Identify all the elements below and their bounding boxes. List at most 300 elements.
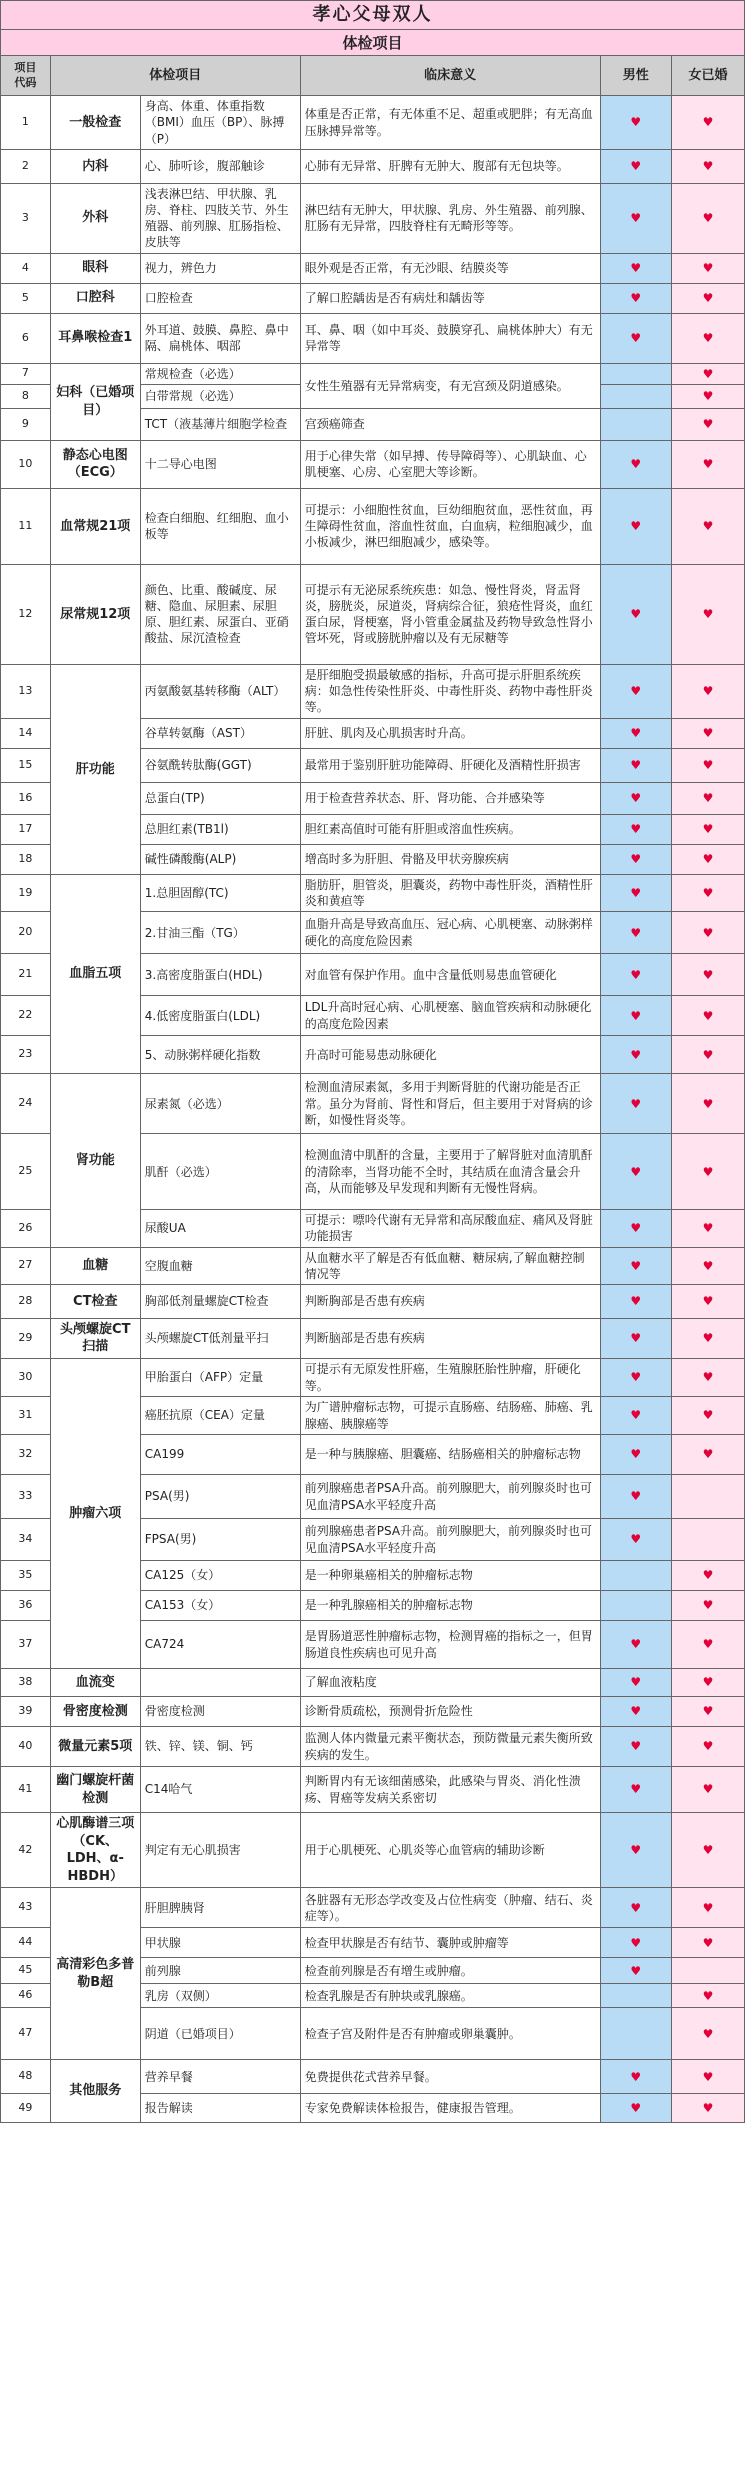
row-code: 36 (1, 1591, 51, 1621)
row-item: 心、肺听诊，腹部触诊 (140, 149, 300, 183)
female-marker-cell (671, 1727, 744, 1767)
heart-icon: ♥ (630, 1739, 642, 1754)
row-category: 幽门螺旋杆菌检测 (50, 1767, 140, 1813)
row-category: 眼科 (50, 253, 140, 283)
heart-icon: ♥ (630, 684, 642, 699)
row-significance: 可提示：小细胞性贫血，巨幼细胞贫血，恶性贫血，再生障碍性贫血，溶血性贫血，白血病，粒细胞减少，血小板减少，淋巴细胞减少，感染等。 (300, 488, 600, 564)
row-item (140, 1669, 300, 1697)
heart-icon: ♥ (630, 726, 642, 741)
female-marker-cell (671, 96, 744, 150)
male-marker-cell (600, 253, 671, 283)
row-item: 阴道（已婚项目） (140, 2008, 300, 2060)
row-significance: 为广谱肿瘤标志物，可提示直肠癌、结肠癌、肺癌、乳腺癌、胰腺癌等 (300, 1397, 600, 1435)
female-marker-cell (671, 2094, 744, 2123)
row-item: 总蛋白(TP) (140, 782, 300, 814)
row-significance: 检查前列腺是否有增生或肿瘤。 (300, 1958, 600, 1984)
row-significance: 了解口腔龋齿是否有病灶和龋齿等 (300, 283, 600, 313)
female-marker-cell (671, 1435, 744, 1475)
row-code: 46 (1, 1984, 51, 2008)
male-marker-cell (600, 2094, 671, 2123)
row-item: 报告解读 (140, 2094, 300, 2123)
male-marker-cell (600, 1984, 671, 2008)
male-marker-cell (600, 1591, 671, 1621)
male-marker-cell (600, 1359, 671, 1397)
row-category: 耳鼻喉检查1 (50, 313, 140, 363)
row-item: PSA(男) (140, 1475, 300, 1519)
row-significance: 血脂升高是导致高血压、冠心病、心肌梗塞、动脉粥样硬化的高度危险因素 (300, 912, 600, 954)
row-item: 颜色、比重、酸碱度、尿糖、隐血、尿胆素、尿胆原、胆红素、尿蛋白、亚硝酸盐、尿沉渣检查 (140, 564, 300, 664)
heart-icon: ♥ (702, 331, 714, 346)
male-marker-cell (600, 1561, 671, 1591)
female-marker-cell (671, 1134, 744, 1210)
row-code: 7 (1, 363, 51, 384)
table-row (1, 1669, 745, 1697)
row-item: FPSA(男) (140, 1519, 300, 1561)
table-row (1, 1247, 745, 1284)
table-row (1, 1318, 745, 1358)
heart-icon: ♥ (630, 1782, 642, 1797)
table-row (1, 253, 745, 283)
row-item: CA724 (140, 1621, 300, 1669)
row-item: 5、动脉粥样硬化指数 (140, 1036, 300, 1074)
row-significance: 用于检查营养状态、肝、肾功能、合并感染等 (300, 782, 600, 814)
row-significance: 用于心律失常（如早搏、传导障碍等）、心肌缺血、心肌梗塞、心房、心室肥大等诊断。 (300, 440, 600, 488)
row-code: 3 (1, 183, 51, 253)
row-code: 1 (1, 96, 51, 150)
male-marker-cell (600, 1928, 671, 1958)
heart-icon: ♥ (702, 1704, 714, 1719)
row-category: 静态心电图（ECG） (50, 440, 140, 488)
male-marker-cell (600, 183, 671, 253)
row-item: 前列腺 (140, 1958, 300, 1984)
male-marker-cell (600, 782, 671, 814)
row-code: 24 (1, 1074, 51, 1134)
row-significance: 用于心肌梗死、心肌炎等心血管病的辅助诊断 (300, 1813, 600, 1888)
heart-icon: ♥ (630, 211, 642, 226)
heart-icon: ♥ (630, 822, 642, 837)
male-marker-cell (600, 1036, 671, 1074)
heart-icon: ♥ (630, 1675, 642, 1690)
row-significance: 检查子宫及附件是否有肿瘤或卵巢囊肿。 (300, 2008, 600, 2060)
row-item: 尿酸UA (140, 1210, 300, 1247)
heart-icon: ♥ (702, 1568, 714, 1583)
row-item: 浅表淋巴结、甲状腺、乳房、脊柱、四肢关节、外生殖器、前列腺、肛肠指检、皮肤等 (140, 183, 300, 253)
row-item: 营养早餐 (140, 2060, 300, 2094)
male-marker-cell (600, 1888, 671, 1928)
heart-icon: ♥ (702, 1221, 714, 1236)
male-marker-cell (600, 1727, 671, 1767)
row-code: 13 (1, 664, 51, 718)
male-marker-cell (600, 149, 671, 183)
male-marker-cell (600, 664, 671, 718)
table-row (1, 283, 745, 313)
row-significance: 淋巴结有无肿大，甲状腺、乳房、外生殖器、前列腺、肛肠有无异常，四肢脊柱有无畸形等等。 (300, 183, 600, 253)
male-marker-cell (600, 2060, 671, 2094)
heart-icon: ♥ (630, 1532, 642, 1547)
heart-icon: ♥ (702, 1258, 714, 1273)
row-code: 28 (1, 1284, 51, 1318)
row-significance: 判断胸部是否患有疾病 (300, 1284, 600, 1318)
row-code: 32 (1, 1435, 51, 1475)
row-category: 其他服务 (50, 2060, 140, 2123)
female-marker-cell (671, 1888, 744, 1928)
heart-icon: ♥ (702, 2069, 714, 2084)
heart-icon: ♥ (702, 1598, 714, 1613)
table-row (1, 664, 745, 718)
row-category: 高清彩色多普勒B超 (50, 1888, 140, 2060)
title-row (1, 1, 745, 30)
row-code: 48 (1, 2060, 51, 2094)
male-marker-cell (600, 912, 671, 954)
row-item: 甲胎蛋白（AFP）定量 (140, 1359, 300, 1397)
female-marker-cell (671, 1767, 744, 1813)
row-significance: 诊断骨质疏松，预测骨折危险性 (300, 1697, 600, 1727)
female-marker-cell (671, 844, 744, 874)
female-marker-cell (671, 1210, 744, 1247)
row-significance: 是一种与胰腺癌、胆囊癌、结肠癌相关的肿瘤标志物 (300, 1435, 600, 1475)
header-male: 男性 (600, 56, 671, 96)
table-row (1, 313, 745, 363)
female-marker-cell (671, 1621, 744, 1669)
row-item: 3.高密度脂蛋白(HDL) (140, 954, 300, 996)
heart-icon: ♥ (630, 1963, 642, 1978)
heart-icon: ♥ (630, 1408, 642, 1423)
heart-icon: ♥ (702, 159, 714, 174)
row-significance: 是一种乳腺癌相关的肿瘤标志物 (300, 1591, 600, 1621)
heart-icon: ♥ (702, 726, 714, 741)
row-significance: 前列腺癌患者PSA升高。前列腺肥大，前列腺炎时也可见血清PSA水平轻度升高 (300, 1475, 600, 1519)
heart-icon: ♥ (702, 1370, 714, 1385)
table-row (1, 1727, 745, 1767)
row-significance: 免费提供花式营养早餐。 (300, 2060, 600, 2094)
row-category: 血流变 (50, 1669, 140, 1697)
heart-icon: ♥ (630, 1370, 642, 1385)
row-significance: 心肺有无异常、肝脾有无肿大、腹部有无包块等。 (300, 149, 600, 183)
row-item: 口腔检查 (140, 283, 300, 313)
row-code: 45 (1, 1958, 51, 1984)
row-item: 头颅螺旋CT低剂量平扫 (140, 1318, 300, 1358)
header-row (1, 56, 745, 96)
heart-icon: ♥ (702, 1637, 714, 1652)
heart-icon: ♥ (630, 519, 642, 534)
row-category: 血糖 (50, 1247, 140, 1284)
heart-icon: ♥ (702, 1164, 714, 1179)
male-marker-cell (600, 363, 671, 384)
row-code: 38 (1, 1669, 51, 1697)
heart-icon: ♥ (630, 1221, 642, 1236)
table-row (1, 183, 745, 253)
row-code: 47 (1, 2008, 51, 2060)
row-significance: 了解血液粘度 (300, 1669, 600, 1697)
table-row (1, 1074, 745, 1134)
row-category: 心肌酶谱三项（CK、LDH、α-HBDH） (50, 1813, 140, 1888)
row-code: 37 (1, 1621, 51, 1669)
heart-icon: ♥ (630, 791, 642, 806)
row-significance: 前列腺癌患者PSA升高。前列腺肥大，前列腺炎时也可见血清PSA水平轻度升高 (300, 1519, 600, 1561)
heart-icon: ♥ (702, 791, 714, 806)
female-marker-cell (671, 1669, 744, 1697)
row-code: 10 (1, 440, 51, 488)
heart-icon: ♥ (702, 115, 714, 130)
row-significance: 可提示有无原发性肝癌，生殖腺胚胎性肿瘤，肝硬化等。 (300, 1359, 600, 1397)
heart-icon: ♥ (702, 389, 714, 404)
row-category: 肿瘤六项 (50, 1359, 140, 1669)
table-row (1, 874, 745, 911)
table-row (1, 2060, 745, 2094)
female-marker-cell (671, 313, 744, 363)
male-marker-cell (600, 1134, 671, 1210)
heart-icon: ♥ (702, 366, 714, 381)
table-row (1, 149, 745, 183)
male-marker-cell (600, 1074, 671, 1134)
row-category: 外科 (50, 183, 140, 253)
female-marker-cell (671, 748, 744, 782)
female-marker-cell (671, 1475, 744, 1519)
row-category: 血常规21项 (50, 488, 140, 564)
table-row (1, 96, 745, 150)
heart-icon: ♥ (702, 211, 714, 226)
row-code: 12 (1, 564, 51, 664)
row-significance: 是一种卵巢癌相关的肿瘤标志物 (300, 1561, 600, 1591)
row-category: 头颅螺旋CT扫描 (50, 1318, 140, 1358)
row-significance: 是肝细胞受损最敏感的指标，升高可提示肝胆系统疾病：如急性传染性肝炎、中毒性肝炎、药物中毒性肝炎等。 (300, 664, 600, 718)
heart-icon: ♥ (630, 261, 642, 276)
table-row (1, 363, 745, 384)
row-category: 骨密度检测 (50, 1697, 140, 1727)
row-code: 18 (1, 844, 51, 874)
female-marker-cell (671, 912, 744, 954)
header-code: 项目 代码 (1, 56, 51, 96)
heart-icon: ♥ (702, 758, 714, 773)
male-marker-cell (600, 384, 671, 408)
male-marker-cell (600, 283, 671, 313)
heart-icon: ♥ (630, 925, 642, 940)
page-title: 孝心父母双人 (1, 1, 745, 30)
male-marker-cell (600, 1813, 671, 1888)
row-significance: 对血管有保护作用。血中含量低则易患血管硬化 (300, 954, 600, 996)
row-significance: 增高时多为肝胆、骨骼及甲状旁腺疾病 (300, 844, 600, 874)
row-significance: 耳、鼻、咽（如中耳炎、鼓膜穿孔、扁桃体肿大）有无异常等 (300, 313, 600, 363)
heart-icon: ♥ (630, 967, 642, 982)
row-item: 胸部低剂量螺旋CT检查 (140, 1284, 300, 1318)
row-item: 铁、锌、镁、铜、钙 (140, 1727, 300, 1767)
female-marker-cell (671, 1561, 744, 1591)
row-item: 白带常规（必选） (140, 384, 300, 408)
heart-icon: ♥ (630, 1900, 642, 1915)
row-code: 9 (1, 408, 51, 440)
row-item: TCT（液基薄片细胞学检查 (140, 408, 300, 440)
female-marker-cell (671, 564, 744, 664)
heart-icon: ♥ (630, 159, 642, 174)
heart-icon: ♥ (630, 2069, 642, 2084)
male-marker-cell (600, 564, 671, 664)
female-marker-cell (671, 1318, 744, 1358)
row-code: 2 (1, 149, 51, 183)
row-item: C14哈气 (140, 1767, 300, 1813)
row-item: 碱性磷酸酶(ALP) (140, 844, 300, 874)
header-significance: 临床意义 (300, 56, 600, 96)
heart-icon: ♥ (702, 519, 714, 534)
row-item: 尿素氮（必选） (140, 1074, 300, 1134)
heart-icon: ♥ (702, 822, 714, 837)
table-row (1, 440, 745, 488)
table-row (1, 1767, 745, 1813)
female-marker-cell (671, 1397, 744, 1435)
row-significance: 检测血清中肌酐的含量，主要用于了解肾脏对血清肌酐的清除率，当肾功能不全时，其结质在血清含量会升高，从而能够及早发现和判断有无慢性肾病。 (300, 1134, 600, 1210)
row-item: 2.甘油三酯（TG） (140, 912, 300, 954)
heart-icon: ♥ (630, 1935, 642, 1950)
heart-icon: ♥ (630, 852, 642, 867)
male-marker-cell (600, 313, 671, 363)
row-item: CA199 (140, 1435, 300, 1475)
row-item: 肝胆脾胰肾 (140, 1888, 300, 1928)
male-marker-cell (600, 440, 671, 488)
heart-icon: ♥ (630, 1164, 642, 1179)
female-marker-cell (671, 1519, 744, 1561)
row-item: 检查白细胞、红细胞、血小板等 (140, 488, 300, 564)
row-code: 27 (1, 1247, 51, 1284)
row-code: 17 (1, 814, 51, 844)
row-item: 肌酐（必选） (140, 1134, 300, 1210)
row-significance: 判断胃内有无该细菌感染，此感染与胃炎、消化性溃疡、胃癌等发病关系密切 (300, 1767, 600, 1813)
row-item: 丙氨酸氨基转移酶（ALT） (140, 664, 300, 718)
row-significance: 可提示：嘌呤代谢有无异常和高尿酸血症、痛风及肾脏功能损害 (300, 1210, 600, 1247)
row-significance: 专家免费解读体检报告，健康报告管理。 (300, 2094, 600, 2123)
male-marker-cell (600, 1519, 671, 1561)
header-item: 体检项目 (50, 56, 300, 96)
male-marker-cell (600, 1247, 671, 1284)
female-marker-cell (671, 253, 744, 283)
heart-icon: ♥ (630, 1008, 642, 1023)
row-item: 癌胚抗原（CEA）定量 (140, 1397, 300, 1435)
heart-icon: ♥ (630, 1637, 642, 1652)
row-code: 25 (1, 1134, 51, 1210)
row-significance: 检查乳腺是否有肿块或乳腺癌。 (300, 1984, 600, 2008)
row-significance: 可提示有无泌尿系统疾患：如急、慢性肾炎，肾盂肾炎，膀胱炎，尿道炎，肾病综合征，狼疮性肾炎，血红蛋白尿，肾梗塞，肾小管重金属盐及药物导致急性肾小管坏死，肾或膀胱肿瘤以及有无尿糖等 (300, 564, 600, 664)
female-marker-cell (671, 2008, 744, 2060)
heart-icon: ♥ (630, 1843, 642, 1858)
row-code: 40 (1, 1727, 51, 1767)
row-item: 谷氨酰转肽酶(GGT) (140, 748, 300, 782)
row-code: 31 (1, 1397, 51, 1435)
female-marker-cell (671, 814, 744, 844)
row-item: 身高、体重、体重指数（BMI）血压（BP）、脉搏（P） (140, 96, 300, 150)
heart-icon: ♥ (702, 1447, 714, 1462)
row-code: 39 (1, 1697, 51, 1727)
row-code: 35 (1, 1561, 51, 1591)
row-category: 妇科（已婚项目） (50, 363, 140, 440)
row-category: 尿常规12项 (50, 564, 140, 664)
male-marker-cell (600, 1958, 671, 1984)
row-significance: 监测人体内微量元素平衡状态，预防微量元素失衡所致疾病的发生。 (300, 1727, 600, 1767)
row-significance: 最常用于鉴别肝脏功能障碍、肝硬化及酒精性肝损害 (300, 748, 600, 782)
row-code: 14 (1, 718, 51, 748)
female-marker-cell (671, 384, 744, 408)
row-item: 视力，辨色力 (140, 253, 300, 283)
heart-icon: ♥ (702, 457, 714, 472)
female-marker-cell (671, 1697, 744, 1727)
row-item: CA153（女） (140, 1591, 300, 1621)
heart-icon: ♥ (630, 885, 642, 900)
male-marker-cell (600, 408, 671, 440)
row-significance: 从血糖水平了解是否有低血糖、糖尿病,了解血糖控制情况等 (300, 1247, 600, 1284)
male-marker-cell (600, 1435, 671, 1475)
female-marker-cell (671, 183, 744, 253)
male-marker-cell (600, 96, 671, 150)
row-item: 1.总胆固醇(TC) (140, 874, 300, 911)
heart-icon: ♥ (630, 607, 642, 622)
heart-icon: ♥ (630, 758, 642, 773)
male-marker-cell (600, 814, 671, 844)
row-item: 总胆红素(TB1l) (140, 814, 300, 844)
row-code: 21 (1, 954, 51, 996)
row-code: 43 (1, 1888, 51, 1928)
row-category: 内科 (50, 149, 140, 183)
row-category: 肝功能 (50, 664, 140, 874)
row-code: 33 (1, 1475, 51, 1519)
row-code: 26 (1, 1210, 51, 1247)
row-code: 49 (1, 2094, 51, 2123)
heart-icon: ♥ (702, 1047, 714, 1062)
row-code: 19 (1, 874, 51, 911)
female-marker-cell (671, 1591, 744, 1621)
heart-icon: ♥ (630, 1047, 642, 1062)
female-marker-cell (671, 283, 744, 313)
row-category: 口腔科 (50, 283, 140, 313)
table-row (1, 1813, 745, 1888)
male-marker-cell (600, 874, 671, 911)
heart-icon: ♥ (702, 684, 714, 699)
row-significance: 女性生殖器有无异常病变，有无宫颈及阴道感染。 (300, 363, 600, 408)
heart-icon: ♥ (702, 417, 714, 432)
male-marker-cell (600, 718, 671, 748)
heart-icon: ♥ (702, 885, 714, 900)
row-code: 6 (1, 313, 51, 363)
row-item: 乳房（双侧） (140, 1984, 300, 2008)
heart-icon: ♥ (630, 331, 642, 346)
row-category: 血脂五项 (50, 874, 140, 1073)
female-marker-cell (671, 488, 744, 564)
row-code: 30 (1, 1359, 51, 1397)
row-code: 29 (1, 1318, 51, 1358)
row-item: 空腹血糖 (140, 1247, 300, 1284)
page-subtitle: 体检项目 (1, 30, 745, 56)
male-marker-cell (600, 954, 671, 996)
male-marker-cell (600, 996, 671, 1036)
table-row (1, 1284, 745, 1318)
male-marker-cell (600, 1284, 671, 1318)
heart-icon: ♥ (702, 925, 714, 940)
male-marker-cell (600, 1397, 671, 1435)
male-marker-cell (600, 1697, 671, 1727)
heart-icon: ♥ (702, 1008, 714, 1023)
table-row (1, 1359, 745, 1397)
heart-icon: ♥ (702, 852, 714, 867)
male-marker-cell (600, 1767, 671, 1813)
row-significance: LDL升高时冠心病、心肌梗塞、脑血管疾病和动脉硬化的高度危险因素 (300, 996, 600, 1036)
row-significance: 肝脏、肌肉及心肌损害时升高。 (300, 718, 600, 748)
row-item: 常规检查（必选） (140, 363, 300, 384)
female-marker-cell (671, 1928, 744, 1958)
row-significance: 检查甲状腺是否有结节、囊肿或肿瘤等 (300, 1928, 600, 1958)
heart-icon: ♥ (702, 1782, 714, 1797)
row-code: 4 (1, 253, 51, 283)
row-item: 判定有无心肌损害 (140, 1813, 300, 1888)
heart-icon: ♥ (702, 1331, 714, 1346)
heart-icon: ♥ (630, 1704, 642, 1719)
row-significance: 宫颈癌筛查 (300, 408, 600, 440)
row-item: 外耳道、鼓膜、鼻腔、鼻中隔、扁桃体、咽部 (140, 313, 300, 363)
